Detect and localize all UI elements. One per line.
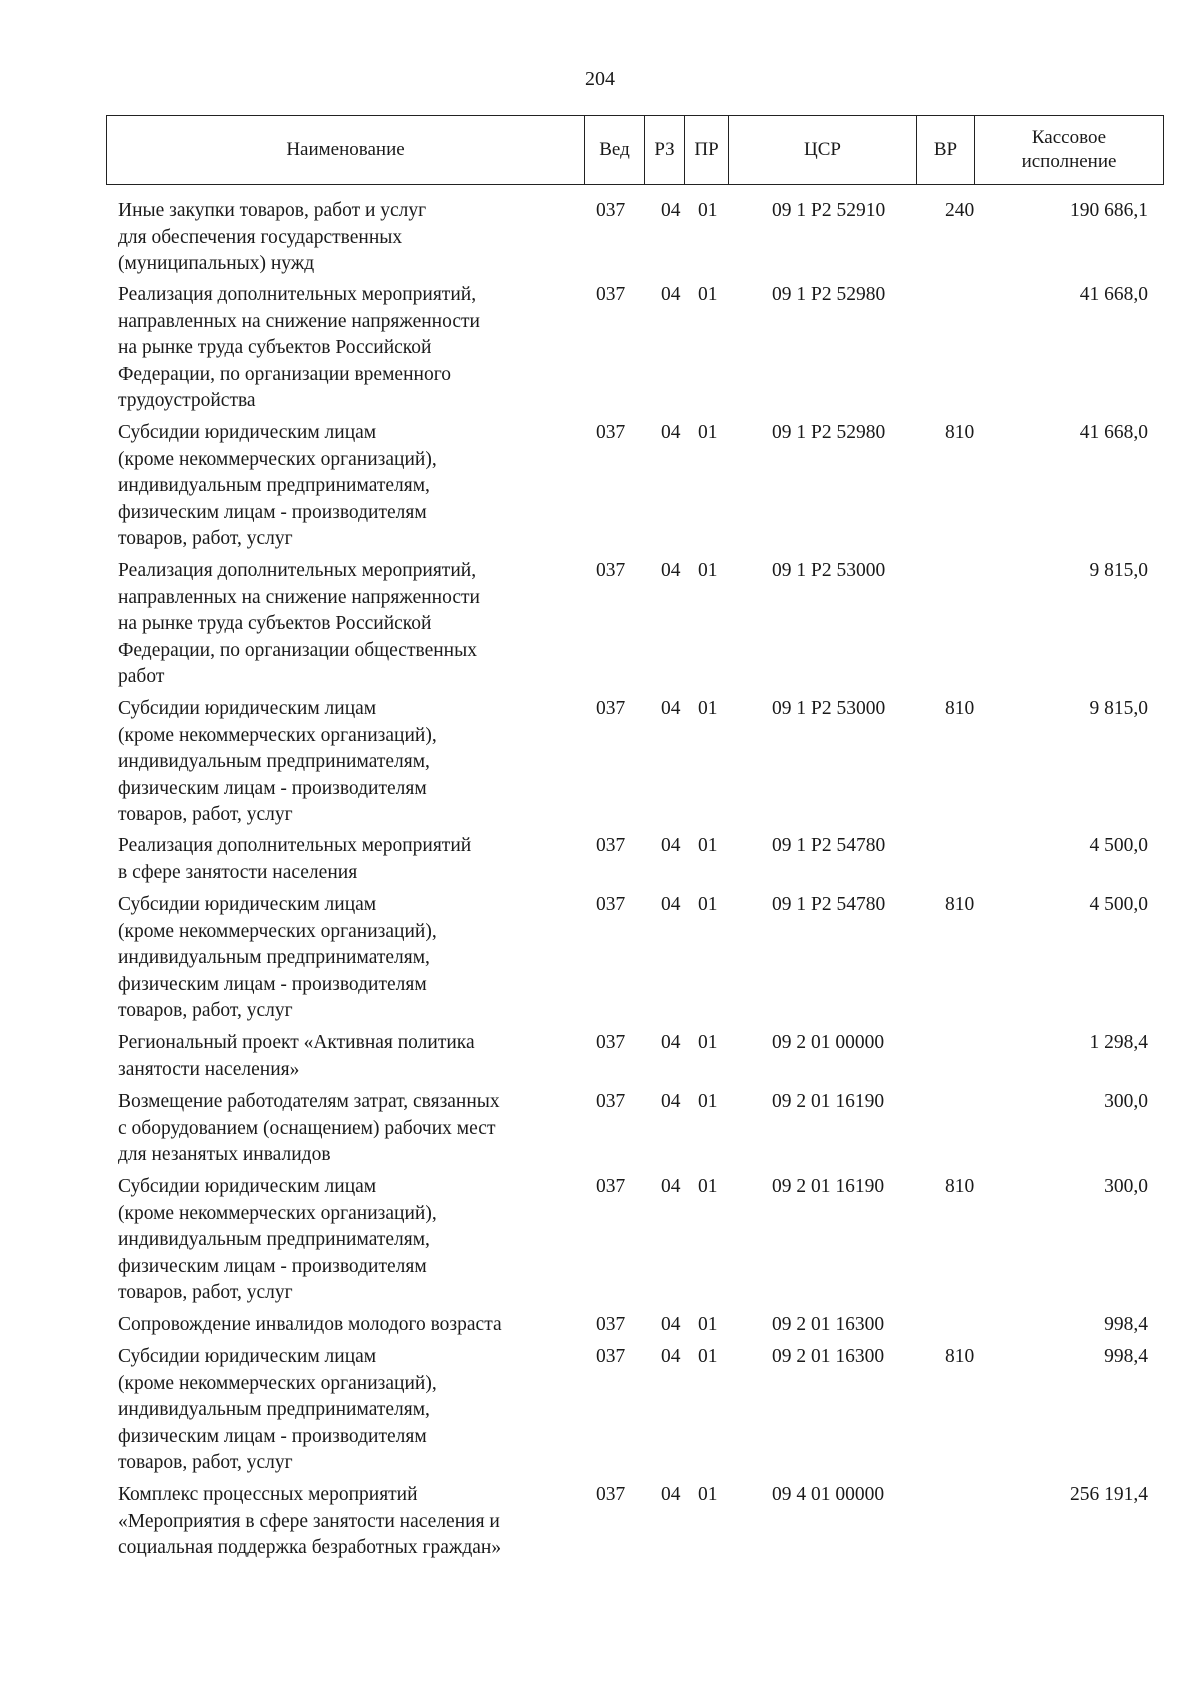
row-name	[118, 1482, 578, 1562]
row-pr: 01	[698, 560, 718, 581]
row-ved: 037	[596, 835, 626, 856]
row-name-line: трудоустройства	[118, 390, 256, 411]
row-amount: 300,0	[1104, 1091, 1148, 1112]
row-name-line: работ	[118, 666, 165, 687]
row-name-line: физическим лицам - производителям	[118, 777, 427, 799]
row-ved: 037	[596, 560, 626, 581]
row-csr: 09 1 Р2 54780	[772, 835, 886, 856]
row-rz: 04	[661, 200, 681, 221]
row-name	[118, 1030, 578, 1083]
row-ved: 037	[596, 894, 626, 915]
row-name-line: Федерации, по организации временного	[118, 363, 451, 385]
row-amount: 190 686,1	[1070, 200, 1148, 221]
row-rz: 04	[661, 1314, 681, 1335]
row-name-line: Субсидии юридическим лицам	[118, 422, 377, 443]
row-pr: 01	[698, 835, 718, 856]
row-ved: 037	[596, 698, 626, 719]
row-name-line: (кроме некоммерческих организаций),	[118, 448, 437, 470]
row-name-line: Субсидии юридическим лицам	[118, 1346, 377, 1367]
header-vr: ВР	[917, 116, 975, 184]
row-name-line: Реализация дополнительных мероприятий,	[118, 284, 477, 305]
row-name-line: (кроме некоммерческих организаций),	[118, 1372, 437, 1394]
row-name-line: товаров, работ, услуг	[118, 804, 293, 825]
row-name-line: индивидуальным предпринимателям,	[118, 751, 430, 772]
row-name-line: с оборудованием (оснащением) рабочих мест	[118, 1117, 496, 1139]
row-name-line: физическим лицам - производителям	[118, 1425, 427, 1447]
row-csr: 09 2 01 16300	[772, 1346, 885, 1367]
row-name-line: товаров, работ, услуг	[118, 1282, 293, 1303]
row-pr: 01	[698, 1484, 718, 1505]
row-name-line: на рынке труда субъектов Российской	[118, 337, 432, 358]
row-rz: 04	[661, 1484, 681, 1505]
row-ved: 037	[596, 1484, 626, 1505]
header-rz: РЗ	[645, 116, 685, 184]
header-csr: ЦСР	[729, 116, 917, 184]
row-ved: 037	[596, 200, 626, 221]
row-name-line: физическим лицам - производителям	[118, 973, 427, 995]
row-name-line: индивидуальным предпринимателям,	[118, 1229, 430, 1250]
row-pr: 01	[698, 1346, 718, 1367]
row-name	[118, 892, 578, 1025]
row-name-line: индивидуальным предпринимателям,	[118, 1399, 430, 1420]
row-rz: 04	[661, 698, 681, 719]
row-name-line: Субсидии юридическим лицам	[118, 698, 377, 719]
header-amount	[975, 116, 1163, 184]
row-name	[118, 558, 578, 691]
row-vr: 240	[945, 200, 975, 221]
row-rz: 04	[661, 1032, 681, 1053]
row-name-line: товаров, работ, услуг	[118, 1000, 293, 1021]
header-amount-line2: исполнение	[1021, 151, 1117, 172]
row-rz: 04	[661, 422, 681, 443]
row-name-line: для незанятых инвалидов	[118, 1144, 331, 1165]
row-name	[118, 198, 578, 278]
row-amount: 300,0	[1104, 1176, 1148, 1197]
row-csr: 09 2 01 00000	[772, 1032, 885, 1053]
table-header	[106, 115, 1164, 185]
row-name-line: физическим лицам - производителям	[118, 501, 427, 523]
row-name-line: Комплекс процессных мероприятий	[118, 1484, 418, 1505]
row-rz: 04	[661, 894, 681, 915]
row-csr: 09 1 Р2 52910	[772, 200, 886, 221]
row-pr: 01	[698, 698, 718, 719]
row-ved: 037	[596, 1314, 626, 1335]
row-csr: 09 1 Р2 54780	[772, 894, 886, 915]
row-name-line: индивидуальным предпринимателям,	[118, 947, 430, 968]
row-amount: 41 668,0	[1079, 422, 1148, 443]
row-name-line: (кроме некоммерческих организаций),	[118, 920, 437, 942]
row-name-line: товаров, работ, услуг	[118, 528, 293, 549]
row-name	[118, 420, 578, 553]
row-amount: 1 298,4	[1089, 1032, 1148, 1053]
header-pr: ПР	[685, 116, 729, 184]
row-name	[118, 1344, 578, 1477]
row-amount: 4 500,0	[1089, 894, 1148, 915]
row-csr: 09 1 Р2 53000	[772, 560, 886, 581]
row-vr: 810	[945, 894, 975, 915]
row-rz: 04	[661, 1346, 681, 1367]
row-rz: 04	[661, 284, 681, 305]
header-ved: Вед	[585, 116, 645, 184]
row-pr: 01	[698, 1314, 718, 1335]
row-csr: 09 1 Р2 53000	[772, 698, 886, 719]
row-name-line: физическим лицам - производителям	[118, 1255, 427, 1277]
row-csr: 09 4 01 00000	[772, 1484, 885, 1505]
page-number: 204	[585, 68, 615, 90]
row-name-line: направленных на снижение напряженности	[118, 310, 480, 332]
row-pr: 01	[698, 894, 718, 915]
row-vr: 810	[945, 1346, 975, 1367]
row-rz: 04	[661, 560, 681, 581]
row-rz: 04	[661, 835, 681, 856]
header-amount-line1: Кассовое	[1031, 127, 1107, 148]
row-name-line: на рынке труда субъектов Российской	[118, 613, 432, 634]
row-pr: 01	[698, 1176, 718, 1197]
row-amount: 9 815,0	[1089, 698, 1148, 719]
row-amount: 998,4	[1104, 1314, 1148, 1335]
row-name	[118, 1174, 578, 1307]
row-name-line: Субсидии юридическим лицам	[118, 894, 377, 915]
row-name-line: Сопровождение инвалидов молодого возраста	[118, 1314, 502, 1335]
row-pr: 01	[698, 422, 718, 443]
row-name	[118, 1312, 578, 1339]
row-name	[118, 833, 578, 886]
row-ved: 037	[596, 1032, 626, 1053]
row-name-line: (кроме некоммерческих организаций),	[118, 724, 437, 746]
row-amount: 41 668,0	[1079, 284, 1148, 305]
row-pr: 01	[698, 284, 718, 305]
row-name-line: «Мероприятия в сфере занятости населения и	[118, 1510, 500, 1532]
row-name-line: направленных на снижение напряженности	[118, 586, 480, 608]
row-csr: 09 2 01 16190	[772, 1176, 885, 1197]
row-pr: 01	[698, 1091, 718, 1112]
row-amount: 4 500,0	[1089, 835, 1148, 856]
row-name-line: Федерации, по организации общественных	[118, 639, 477, 661]
row-name-line: социальная поддержка безработных граждан»	[118, 1537, 502, 1558]
row-amount: 998,4	[1104, 1346, 1148, 1367]
row-name-line: занятости населения»	[118, 1058, 300, 1080]
row-name-line: (кроме некоммерческих организаций),	[118, 1202, 437, 1224]
row-csr: 09 2 01 16190	[772, 1091, 885, 1112]
row-ved: 037	[596, 284, 626, 305]
row-pr: 01	[698, 200, 718, 221]
row-name-line: Возмещение работодателям затрат, связанных	[118, 1091, 500, 1112]
row-ved: 037	[596, 422, 626, 443]
row-name	[118, 1089, 578, 1169]
row-amount: 9 815,0	[1089, 560, 1148, 581]
row-name-line: индивидуальным предпринимателям,	[118, 475, 430, 496]
row-ved: 037	[596, 1176, 626, 1197]
row-name-line: Иные закупки товаров, работ и услуг	[118, 200, 427, 221]
row-name-line: Реализация дополнительных мероприятий	[118, 835, 472, 856]
row-name-line: товаров, работ, услуг	[118, 1452, 293, 1473]
row-ved: 037	[596, 1346, 626, 1367]
row-vr: 810	[945, 422, 975, 443]
row-name	[118, 282, 578, 415]
row-vr: 810	[945, 1176, 975, 1197]
row-csr: 09 1 Р2 52980	[772, 422, 886, 443]
row-name-line: в сфере занятости населения	[118, 861, 358, 883]
row-name-line: (муниципальных) нужд	[118, 253, 315, 274]
row-pr: 01	[698, 1032, 718, 1053]
row-vr: 810	[945, 698, 975, 719]
row-amount: 256 191,4	[1070, 1484, 1148, 1505]
row-rz: 04	[661, 1176, 681, 1197]
row-name-line: Региональный проект «Активная политика	[118, 1032, 475, 1053]
row-name-line: для обеспечения государственных	[118, 226, 403, 248]
row-name-line: Реализация дополнительных мероприятий,	[118, 560, 477, 581]
row-ved: 037	[596, 1091, 626, 1112]
row-csr: 09 1 Р2 52980	[772, 284, 886, 305]
row-csr: 09 2 01 16300	[772, 1314, 885, 1335]
row-name	[118, 696, 578, 829]
row-name-line: Субсидии юридическим лицам	[118, 1176, 377, 1197]
row-rz: 04	[661, 1091, 681, 1112]
header-name: Наименование	[107, 116, 585, 184]
